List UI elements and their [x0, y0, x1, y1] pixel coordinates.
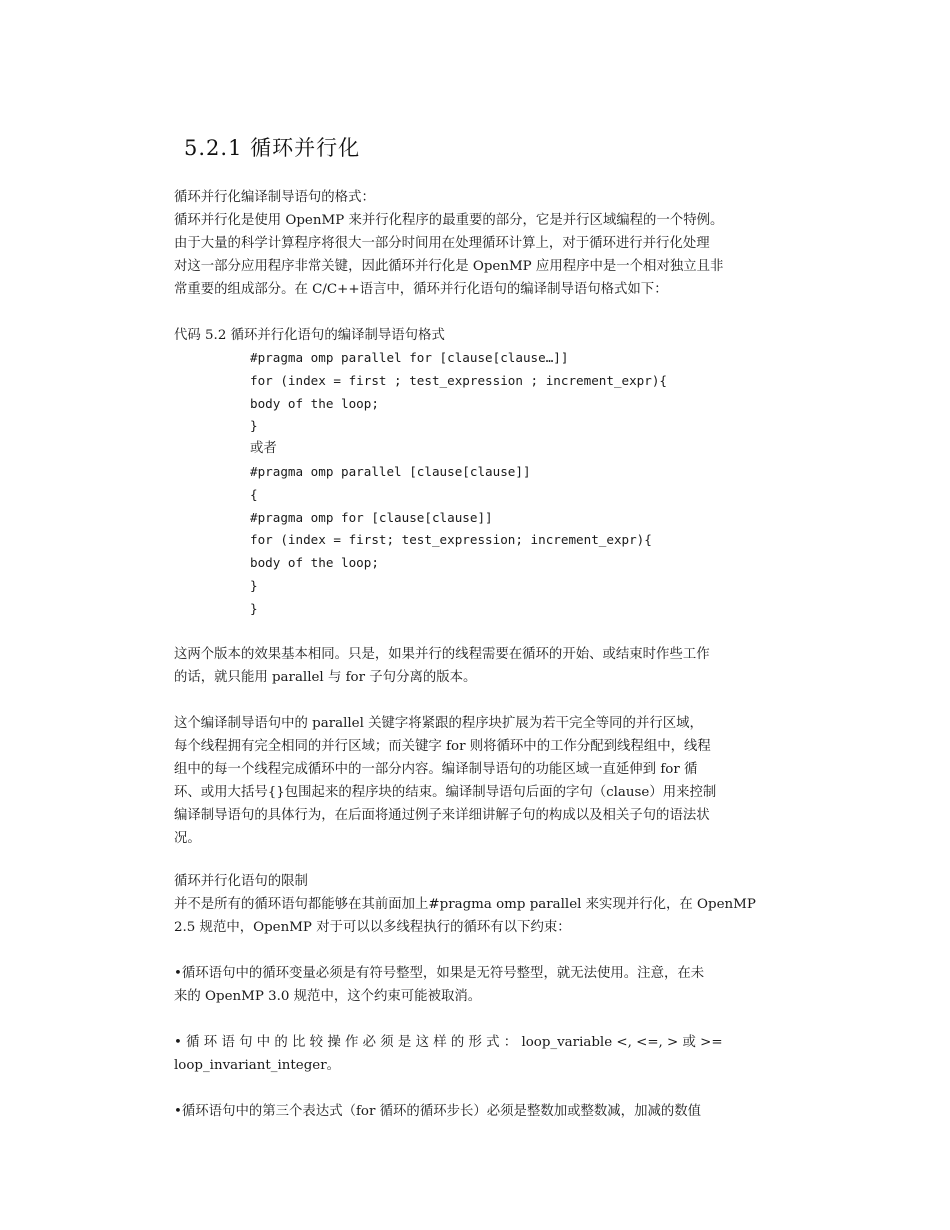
restrictions-title: 循环并行化语句的限制 [174, 874, 308, 889]
code-line: for (index = first ; test_expression ; increment_expr){ [250, 372, 668, 388]
paragraph-line: 况。 [174, 831, 201, 846]
paragraph-line: 2.5 规范中，OpenMP 对于可以以多线程执行的循环有以下约束： [174, 920, 571, 935]
intro-line: 对这一部分应用程序非常关键，因此循环并行化是 OpenMP 应用程序中是一个相对独立且非 [174, 259, 724, 274]
code-line: #pragma omp parallel for [clause[clause…]] [250, 350, 569, 365]
bullet-line: •循环语句中的第三个表达式（for 循环的循环步长）必须是整数加或整数减，加减的数值 [174, 1104, 702, 1119]
bullet-line: • 循 环 语 句 中 的 比 较 操 作 必 须 是 这 样 的 形 式 ： loop_variable <, <=, > 或 >= [174, 1035, 723, 1050]
code-caption: 代码 5.2 循环并行化语句的编译制导语句格式 [174, 328, 445, 343]
bullet-line: loop_invariant_integer。 [174, 1058, 340, 1073]
code-line: } [250, 600, 258, 616]
intro-line: 循环并行化是使用 OpenMP 来并行化程序的最重要的部分，它是并行区域编程的一个特例。 [174, 213, 724, 228]
code-line: #pragma omp for [clause[clause]] [250, 509, 493, 525]
paragraph-line: 环、或用大括号{}包围起来的程序块的结束。编译制导语句后面的字句（clause）用来控制 [174, 785, 717, 800]
bullet-signed-integer [174, 962, 780, 1008]
paragraph-line: 每个线程拥有完全相同的并行区域；而关键字 for 则将循环中的工作分配到线程组中，线程 [174, 739, 711, 754]
intro-line: 由于大量的科学计算程序将很大一部分时间用在处理循环计算上，对于循环进行并行化处理 [174, 236, 710, 251]
code-line: for (index = first; test_expression; increment_expr){ [250, 532, 652, 548]
intro-title: 循环并行化编译制导语句的格式： [174, 190, 375, 205]
paragraph-line: 并不是所有的循环语句都能够在其前面加上#pragma omp parallel 来实现并行化，在 OpenMP [174, 897, 756, 912]
paragraph-line: 的话，就只能用 parallel 与 for 子句分离的版本。 [174, 670, 477, 685]
code-block [250, 347, 667, 621]
intro-paragraph [174, 186, 780, 301]
paragraph-line: 组中的每一个线程完成循环中的一部分内容。编译制导语句的功能区域一直延伸到 for 循 [174, 762, 698, 777]
intro-line: 常重要的组成部分。在 C/C++语言中，循环并行化语句的编译制导语句格式如下： [174, 282, 668, 297]
versions-paragraph [174, 643, 780, 689]
paragraph-line: 这个编译制导语句中的 parallel 关键字将紧跟的程序块扩展为若干完全等同的并行区域， [174, 716, 703, 731]
bullet-comparison [174, 1031, 780, 1077]
code-line: } [250, 577, 258, 593]
keywords-paragraph [174, 712, 780, 850]
restrictions-paragraph [174, 870, 780, 939]
paragraph-line: 编译制导语句的具体行为，在后面将通过例子来详细讲解子句的构成以及相关子句的语法状 [174, 808, 710, 823]
bullet-line: 来的 OpenMP 3.0 规范中，这个约束可能被取消。 [174, 989, 482, 1004]
code-line: { [250, 486, 258, 502]
bullet-line: •循环语句中的循环变量必须是有符号整型，如果是无符号整型，就无法使用。注意，在未 [174, 966, 705, 981]
code-line: } [250, 418, 258, 434]
bullet-step-expression [174, 1100, 780, 1123]
code-line: #pragma omp parallel [clause[clause]] [250, 463, 531, 479]
code-line: body of the loop; [250, 555, 379, 571]
code-line: body of the loop; [250, 395, 379, 411]
code-line-or: 或者 [250, 441, 277, 457]
paragraph-line: 这两个版本的效果基本相同。只是，如果并行的线程需要在循环的开始、或结束时作些工作 [174, 647, 710, 662]
section-heading: 5.2.1 循环并行化 [184, 136, 361, 160]
